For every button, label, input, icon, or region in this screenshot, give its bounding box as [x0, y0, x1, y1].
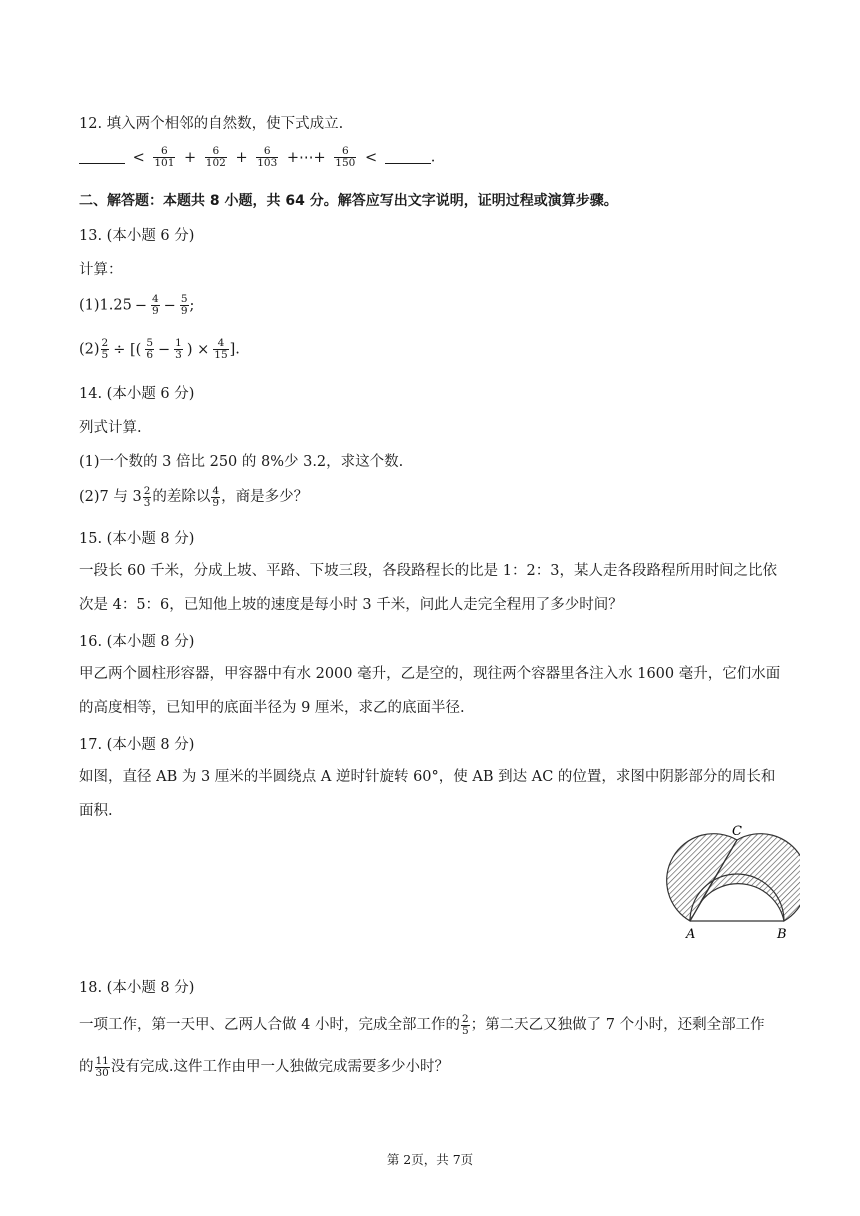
less-than-sign: <: [364, 149, 378, 166]
q15-body: 一段长 60 千米，分成上坡、平路、下坡三段，各段路程长的比是 1：2：3，某人走各段路程所用时间之比依次是 4：5：6，已知他上坡的速度是每小时 3 千米，问此人走完全程用了多少时间？: [79, 563, 777, 613]
q15-header: 15. (本小题 8 分): [79, 531, 195, 547]
fraction: $\frac{6}{103}$: [257, 145, 278, 169]
period: .: [430, 149, 436, 166]
answer-blank-left[interactable]: [79, 163, 125, 164]
q18-line1: 一项工作，第一天甲、乙两人合做 4 小时，完成全部工作的 $\frac{2}{5}$ ；第二天乙又独做了 7 个小时，还剩全部工作: [79, 1012, 765, 1037]
q13-part1: (1)1.25 − $\frac{4}{9}$ − $\frac{5}{9}$ ;: [79, 293, 195, 317]
q14-intro: 列式计算.: [79, 420, 142, 436]
q14-header: 14. (本小题 6 分): [79, 386, 195, 402]
q18-line2: 的 $\frac{11}{30}$ 没有完成.这件工作由甲一人独做完成需要多少小时？: [79, 1054, 449, 1079]
label-c: C: [732, 824, 742, 839]
q12-stem: 12. 填入两个相邻的自然数，使下式成立.: [79, 116, 344, 132]
q14-part2: (2)7 与 3 $\frac{2}{3}$ 的差除以 $\frac{4}{9}$ ，商是多少？: [79, 484, 309, 509]
q16-body: 甲乙两个圆柱形容器，甲容器中有水 2000 毫升，乙是空的，现往两个容器里各注入水 1600 毫升，它们水面的高度相等，已知甲的底面半径为 9 厘米，求乙的底面半径.: [79, 666, 781, 716]
label-a: A: [686, 927, 696, 942]
q18-header: 18. (本小题 8 分): [79, 980, 195, 996]
plus-sign: +: [235, 149, 248, 166]
q13-intro: 计算：: [79, 262, 123, 278]
label-b: B: [777, 927, 787, 942]
section-header: 二、解答题：本题共 8 小题，共 64 分。解答应写出文字说明，证明过程或演算步骤。: [79, 193, 618, 209]
fraction: $\frac{6}{150}$: [335, 145, 356, 169]
fraction: $\frac{6}{102}$: [205, 145, 226, 169]
page-number: 第 2页，共 7页: [386, 1152, 474, 1167]
q17-body: 如图，直径 AB 为 3 厘米的半圆绕点 A 逆时针旋转 60°，使 AB 到达 AC 的位置，求图中阴影部分的周长和面积.: [79, 769, 776, 819]
q17-header: 17. (本小题 8 分): [79, 737, 195, 753]
q12-expression: [79, 146, 435, 169]
geometry-diagram: [660, 818, 800, 942]
answer-blank-right[interactable]: [385, 163, 431, 164]
fraction: $\frac{6}{101}$: [154, 145, 175, 169]
ellipsis-plus: +⋯+: [286, 149, 326, 166]
plus-sign: +: [184, 149, 197, 166]
rotated-semicircle-figure: [660, 818, 800, 946]
q16-header: 16. (本小题 8 分): [79, 634, 195, 650]
q13-part2: (2) $\frac{2}{5}$ ÷ [( $\frac{5}{6}$ − $\frac{1}{3}$ ) × $\frac{4}{15}$ ].: [79, 337, 240, 361]
q14-part1: (1)一个数的 3 倍比 250 的 8%少 3.2，求这个数.: [79, 454, 404, 470]
q13-header: 13. (本小题 6 分): [79, 228, 195, 244]
less-than-sign: <: [132, 149, 145, 166]
